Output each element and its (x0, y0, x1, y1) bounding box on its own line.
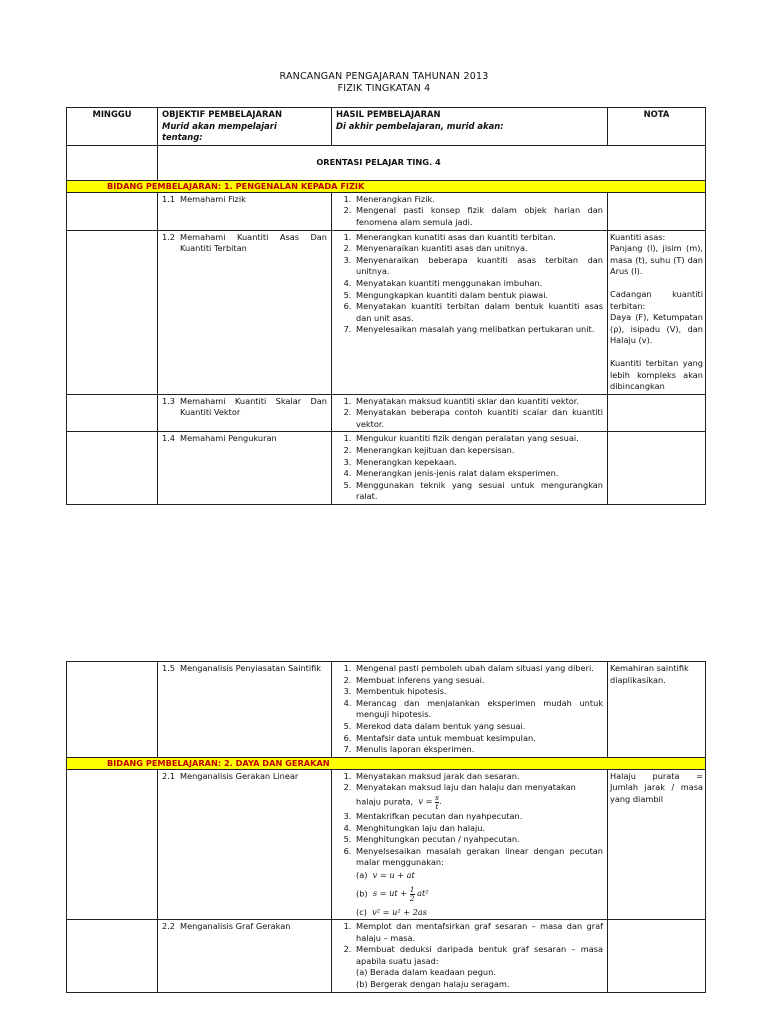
formula-a: (a) v = u + at (356, 869, 415, 880)
objective-number: 2.2 (162, 921, 176, 932)
col-objektif (158, 108, 332, 146)
list-item: 1. Mengenal pasti pemboleh ubah dalam situasi yang diberi. (354, 663, 603, 675)
orientasi-row (67, 145, 706, 180)
col-minggu: MINGGU (67, 108, 158, 146)
list-item: 2. Menyenaraikan kuantiti asas dan unitnya. (354, 243, 603, 255)
list-item: 1. Memplot dan mentafsirkan graf sesaran – masa dan graf halaju – masa. (354, 921, 603, 944)
outcome-text: Menyatakan maksud laju dan halaju dan menyatakan (356, 782, 576, 793)
outcome-text: Menyelsesaikan masalah gerakan linear dengan pecutan malar menggunakan: (356, 845, 603, 868)
list-item: 2. Mengenal pasti konsep fizik dalam objek harian dan fenomena alam semula jadi. (354, 205, 603, 228)
sub-item: (b) Bergerak dengan halaju seragam. (356, 979, 510, 990)
list-item: 3. Membentuk hipotesis. (354, 686, 603, 698)
col-hasil-sub: Di akhir pembelajaran, murid akan: (336, 120, 504, 131)
outcome-list (336, 921, 603, 991)
list-item: 3. Mentakrifkan pecutan dan nyahpecutan. (354, 811, 603, 823)
bidang-band-2 (67, 757, 706, 769)
nota-line: Kuantiti asas: (610, 231, 666, 242)
table-row-1-1 (67, 192, 706, 230)
outcome-text: Membuat deduksi daripada bentuk graf sesaran – masa apabila suatu jasad: (356, 944, 603, 966)
nota-line: Panjang (l), jisim (m), masa (t), suhu (T) dan Arus (I). (610, 243, 703, 277)
outcome-list (336, 771, 603, 918)
objective-text: Memahami Fizik (180, 193, 246, 204)
formula-c: (c) v² = u² + 2as (356, 906, 427, 917)
list-item: 7. Menyelesaikan masalah yang melibatkan pertukaran unit. (354, 324, 603, 336)
table-row-2-2 (67, 920, 706, 993)
sub-item: (a) Berada dalam keadaan pegun. (356, 967, 496, 978)
document-title: RANCANGAN PENGAJARAN TAHUNAN 2013 (279, 71, 489, 82)
outcome-list (336, 194, 603, 229)
table-row-2-1 (67, 769, 706, 919)
plan-table-page1 (66, 107, 706, 505)
nota-line: Kuantiti terbitan yang lebih kompleks akan dibincangkan (610, 357, 703, 392)
list-item: 6. Mentafsir data untuk membuat kesimpulan. (354, 733, 603, 745)
orientasi-label: ORENTASI PELAJAR TING. 4 (158, 145, 706, 180)
table-row-1-2 (67, 230, 706, 394)
list-item: 2. Membuat inferens yang sesuai. (354, 675, 603, 687)
objective-number: 2.1 (162, 770, 176, 781)
objective-text: Memahami Pengukuran (180, 433, 277, 444)
nota-cell (608, 230, 706, 394)
list-item: 3. Menerangkan kepekaan. (354, 457, 603, 469)
objective-text: Menganalisis Graf Gerakan (180, 921, 291, 932)
list-item: 6. Menyatakan kuantiti terbitan dalam bentuk kuantiti asas dan unit asas. (354, 301, 603, 324)
list-item: 4. Menyatakan kuantiti menggunakan imbuhan. (354, 278, 603, 290)
list-item: 2. Menyatakan beberapa contoh kuantiti scalar dan kuantiti vektor. (354, 407, 603, 430)
objective-number: 1.2 (162, 231, 176, 242)
list-item: 1. Menyatakan maksud kuantiti sklar dan kuantiti vektor. (354, 396, 603, 408)
header-row (67, 108, 706, 146)
col-hasil (332, 108, 608, 146)
outcome-text: halaju purata, (356, 796, 414, 807)
objective-text: Menganalisis Gerakan Linear (180, 770, 299, 781)
table-row-1-5 (67, 662, 706, 758)
objective-text: Memahami Kuantiti Skalar Dan Kuantiti Vektor (180, 395, 327, 418)
list-item: 4. Menghitungkan laju dan halaju. (354, 823, 603, 835)
formula-b: (b) s = ut + $\frac{1}{2}$ at² (356, 884, 429, 903)
objective-text: Menganalisis Penyiasatan Saintifik (180, 663, 322, 673)
list-item: 1. Menyatakan maksud jarak dan sesaran. (354, 771, 603, 783)
list-item (354, 846, 603, 918)
list-item: 7. Menulis laporan eksperimen. (354, 744, 603, 756)
list-item: 3. Menyenaraikan beberapa kuantiti asas terbitan dan unitnya. (354, 255, 603, 278)
outcome-list (336, 396, 603, 431)
bidang-label-1: BIDANG PEMBELAJARAN: 1. PENGENALAN KEPADA FIZIK (67, 180, 706, 192)
col-objektif-sub2: tentang: (162, 132, 203, 143)
outcome-list (336, 433, 603, 503)
col-objektif-sub1: Murid akan mempelajari (162, 120, 277, 131)
list-item: 5. Menggunakan teknik yang sesuai untuk mengurangkan ralat. (354, 480, 603, 503)
nota-line: Daya (F), Ketumpatan (ρ), isipadu (V), dan Halaju (v). (610, 312, 703, 346)
plan-table-page2 (66, 661, 706, 993)
list-item: 2. Menerangkan kejituan dan kepersisan. (354, 445, 603, 457)
objective-number: 1.5 (162, 663, 176, 673)
outcome-list (336, 232, 603, 336)
formula-average-velocity: v = $\frac{s}{t}$ . (415, 792, 442, 811)
list-item: 4. Menerangkan jenis-jenis ralat dalam eksperimen. (354, 468, 603, 480)
list-item (354, 782, 603, 811)
table-row-1-3 (67, 394, 706, 432)
nota-cell: Halaju purata = Jumlah jarak / masa yang diambil (608, 769, 706, 919)
list-item: 5. Merekod data dalam bentuk yang sesuai. (354, 721, 603, 733)
list-item: 1. Mengukur kuantiti fizik dengan peralatan yang sesuai. (354, 433, 603, 445)
col-nota: NOTA (608, 108, 706, 146)
nota-cell: Kemahiran saintifik diaplikasikan. (608, 662, 706, 758)
col-objektif-title: OBJEKTIF PEMBELAJARAN (162, 109, 282, 119)
objective-number: 1.4 (162, 433, 176, 444)
bidang-label-2: BIDANG PEMBELAJARAN: 2. DAYA DAN GERAKAN (67, 757, 706, 769)
list-item: 1. Menerangkan kunatiti asas dan kuantiti terbitan. (354, 232, 603, 244)
document-subtitle: FIZIK TINGKATAN 4 (337, 83, 431, 94)
list-item: 5. Mengungkapkan kuantiti dalam bentuk piawai. (354, 290, 603, 302)
list-item (354, 944, 603, 990)
nota-line: Cadangan kuantiti terbitan: (610, 288, 703, 311)
col-hasil-title: HASIL PEMBELAJARAN (336, 109, 441, 119)
outcome-list (336, 663, 603, 756)
objective-number: 1.1 (162, 193, 176, 204)
table-row-1-4 (67, 432, 706, 505)
objective-text: Memahami Kuantiti Asas Dan Kuantiti Terbitan (180, 231, 327, 254)
list-item: 4. Merancag dan menjalankan eksperimen mudah untuk menguji hipotesis. (354, 698, 603, 721)
list-item: 5. Menghitungkan pecutan / nyahpecutan. (354, 834, 603, 846)
list-item: 1. Menerangkan Fizik. (354, 194, 603, 206)
bidang-band-1 (67, 180, 706, 192)
objective-number: 1.3 (162, 395, 176, 406)
